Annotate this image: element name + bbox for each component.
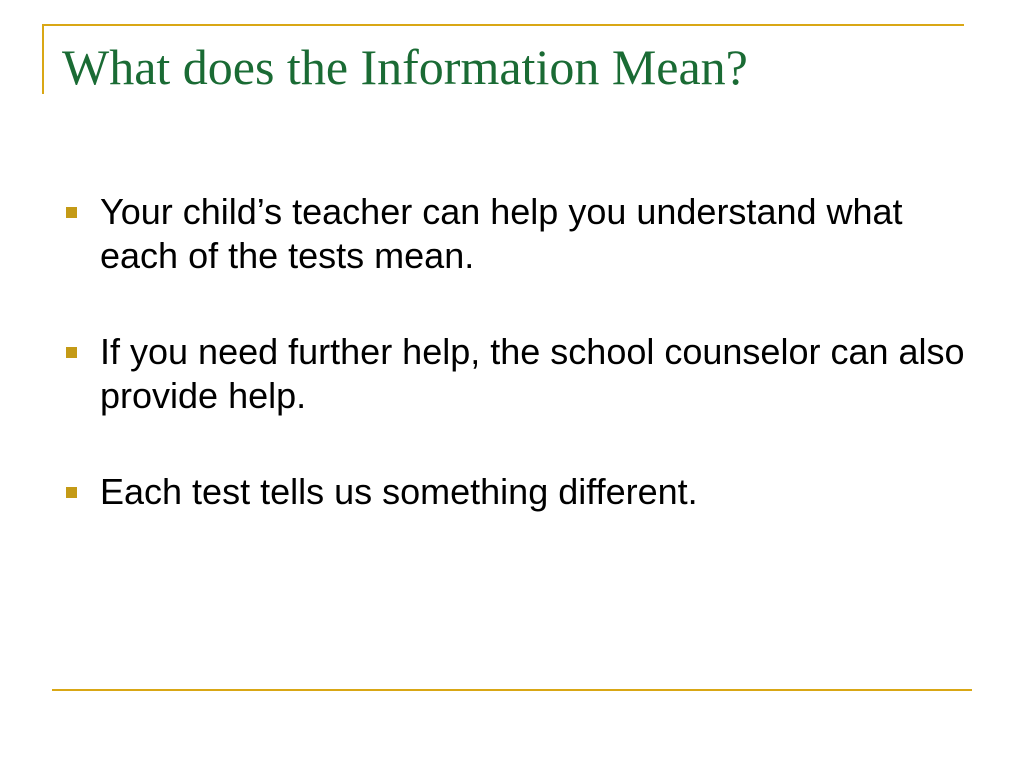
square-bullet-icon xyxy=(66,207,77,218)
list-item xyxy=(66,470,966,514)
bullet-list xyxy=(66,190,966,566)
list-item xyxy=(66,330,966,418)
top-accent-rule xyxy=(42,24,964,26)
square-bullet-icon xyxy=(66,487,77,498)
list-item xyxy=(66,190,966,278)
left-accent-rule xyxy=(42,24,44,94)
bullet-text: If you need further help, the school counselor can also provide help. xyxy=(100,331,965,416)
bullet-text: Your child’s teacher can help you understand what each of the tests mean. xyxy=(100,191,903,276)
square-bullet-icon xyxy=(66,347,77,358)
bottom-accent-rule xyxy=(52,689,972,691)
bullet-text: Each test tells us something different. xyxy=(100,471,698,512)
slide-title: What does the Information Mean? xyxy=(62,39,748,95)
